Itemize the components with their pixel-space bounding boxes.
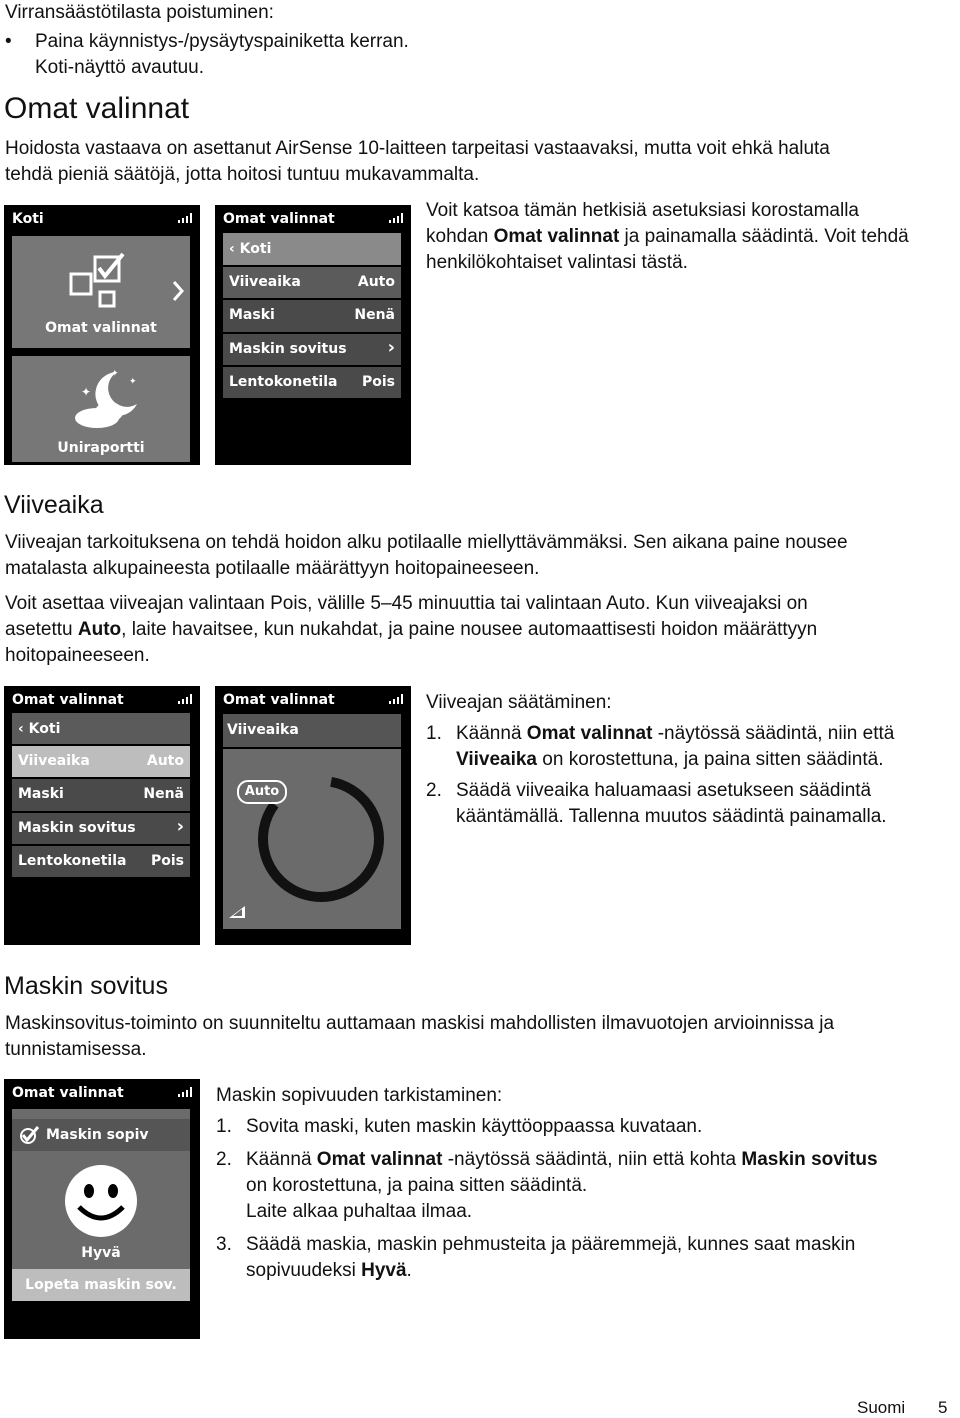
menu-screen-title: Omat valinnat (223, 211, 335, 227)
ramp-screen-title: Omat valinnat (223, 692, 335, 708)
menu2-row-viiveaika[interactable]: Viiveaika Auto (12, 746, 190, 779)
menu-row-viiveaika[interactable]: Viiveaika Auto (223, 267, 401, 300)
mask-fit-screen (4, 1079, 200, 1339)
wake-heading: Virransäästötilasta poistuminen: (5, 2, 274, 23)
viive-step-2: 2. Säädä viiveaika haluamaasi asetukseen säädintä kääntämällä. Tallenna muutos säädintä painamalla. (426, 780, 887, 827)
checkbox-icon (67, 252, 133, 312)
viive-step-1: 1. Käännä Omat valinnat -näytössä säädintä, niin että Viiveaika on korostettuna, ja paina sitten säädintä. (426, 723, 895, 770)
chevron-right-icon: › (387, 337, 395, 358)
menu2-row-maski[interactable]: Maski Nenä (12, 779, 190, 813)
wake-bullet-line1: Paina käynnistys-/pysäytyspainiketta kerran. (35, 31, 409, 52)
menu-screen-2-title: Omat valinnat (12, 692, 124, 708)
tile-uniraportti-label: Uniraportti (57, 440, 145, 456)
maski-step-2: 2. Käännä Omat valinnat -näytössä säädintä, niin että kohta Maskin sovitus on korostettuna, ja paina sitten säädintä. Laite alkaa puhaltaa ilmaa. (216, 1149, 878, 1222)
omat-para-line2: tehdä pieniä säätöjä, jotta hoitosi tuntuu mukavammalta. (5, 164, 480, 185)
svg-text:✦: ✦ (111, 369, 119, 379)
home-screen-title: Koti (12, 211, 44, 227)
maski-step-3: 3. Säädä maskia, maskin pehmusteita ja pääremmejä, kunnes saat maskin sopivuudeksi Hyvä. (216, 1234, 856, 1281)
tile-omat-valinnat[interactable] (12, 236, 190, 348)
menu2-row-maskin-sovitus[interactable]: Maskin sovitus › (12, 813, 190, 846)
tile-uniraportti[interactable] (12, 356, 190, 462)
back-label: ‹ Koti (229, 241, 272, 257)
mask-fit-row-label: Maskin sopiv (46, 1127, 149, 1143)
omat-para-line1: Hoidosta vastaava on asettanut AirSense 10-laitteen tarpeitasi vastaavaksi, mutta voit ehkä haluta (5, 138, 830, 159)
wake-bullet-line2 (35, 55, 204, 81)
viive-p2-line1: Voit asettaa viiveajan valintaan Pois, välille 5–45 minuuttia tai valintaan Auto. Kun viiveajaksi on (5, 593, 808, 614)
home-screen (4, 205, 200, 465)
koti-rest: -näyttö avautuu. (67, 57, 205, 78)
omat-valinnat-bold: Omat valinnat (493, 226, 620, 247)
menu-back-row[interactable] (223, 233, 401, 267)
ramp-icon (229, 906, 245, 918)
menu2-row-lentokonetila[interactable]: Lentokonetila Pois (12, 846, 190, 879)
omat-heading: Omat valinnat (4, 92, 190, 125)
ramp-panel (223, 714, 401, 929)
ramp-auto-badge: Auto (237, 780, 287, 804)
menu-screen-2 (4, 686, 200, 945)
chevron-right-icon (172, 280, 184, 302)
menu-row-lentokonetila[interactable]: Lentokonetila Pois (223, 367, 401, 400)
omat-side-line1: Voit katsoa tämän hetkisiä asetuksiasi korostamalla (426, 200, 859, 221)
signal-icon (178, 694, 192, 704)
signal-icon (178, 1087, 192, 1097)
footer-language: Suomi (857, 1398, 906, 1417)
omat-side-line2: kohdan Omat valinnat ja painamalla säädintä. Voit tehdä (426, 226, 909, 247)
chevron-right-icon: › (176, 816, 184, 837)
maski-p-line2: tunnistamisessa. (5, 1039, 147, 1060)
mask-check-icon (18, 1125, 40, 1145)
maski-heading: Maskin sovitus (4, 972, 168, 1000)
viive-steps-heading: Viiveajan säätäminen: (426, 692, 612, 713)
mask-fit-panel (12, 1109, 190, 1301)
ramp-header-label: Viiveaika (227, 722, 299, 738)
smiley-icon (63, 1163, 139, 1239)
svg-text:✦: ✦ (129, 377, 137, 387)
mask-fit-row (12, 1119, 190, 1151)
signal-icon (178, 213, 192, 223)
footer-page-number: 5 (938, 1398, 948, 1417)
menu-row-maskin-sovitus[interactable]: Maskin sovitus › (223, 334, 401, 367)
viive-p1-line1: Viiveajan tarkoituksena on tehdä hoidon alku potilaalle miellyttävämmäksi. Sen aikana paine nousee (5, 532, 848, 553)
ramp-screen (215, 686, 411, 945)
maski-steps-heading: Maskin sopivuuden tarkistaminen: (216, 1085, 503, 1106)
mask-fit-status: Hyvä (81, 1245, 121, 1261)
tile-omat-valinnat-label: Omat valinnat (45, 320, 157, 336)
menu-row-maski[interactable]: Maski Nenä (223, 300, 401, 334)
viive-p2-line3: hoitopaineeseen. (5, 645, 150, 666)
menu-screen (215, 205, 411, 465)
menu2-back-row[interactable]: ‹ Koti (12, 713, 190, 746)
signal-icon (389, 694, 403, 704)
koti-bold: Koti (35, 57, 68, 78)
stop-mask-fit-button[interactable]: Lopeta maskin sov. (12, 1269, 190, 1301)
viive-p1-line2: matalasta alkupaineesta potilaalle määrättyyn hoitopaineeseen. (5, 558, 540, 579)
signal-icon (389, 213, 403, 223)
ramp-header-row (223, 714, 401, 749)
auto-bold: Auto (77, 619, 122, 640)
viive-heading: Viiveaika (4, 491, 104, 519)
omat-side-line3: henkilökohtaiset valintasi tästä. (426, 252, 688, 273)
viive-p2-line2: asetettu Auto, laite havaitsee, kun nukahdat, ja paine nousee automaattisesti hoidon määrättyyn (5, 619, 818, 640)
mask-fit-screen-title: Omat valinnat (12, 1085, 124, 1101)
svg-text:✦: ✦ (81, 385, 92, 399)
maski-step-1: 1. Sovita maski, kuten maskin käyttöoppaassa kuvataan. (216, 1116, 703, 1137)
bullet-dot: • (5, 31, 12, 52)
moon-cloud-icon (67, 364, 147, 434)
maski-p-line1: Maskinsovitus-toiminto on suunniteltu auttamaan maskisi mahdollisten ilmavuotojen arvioinnissa ja (5, 1013, 835, 1034)
